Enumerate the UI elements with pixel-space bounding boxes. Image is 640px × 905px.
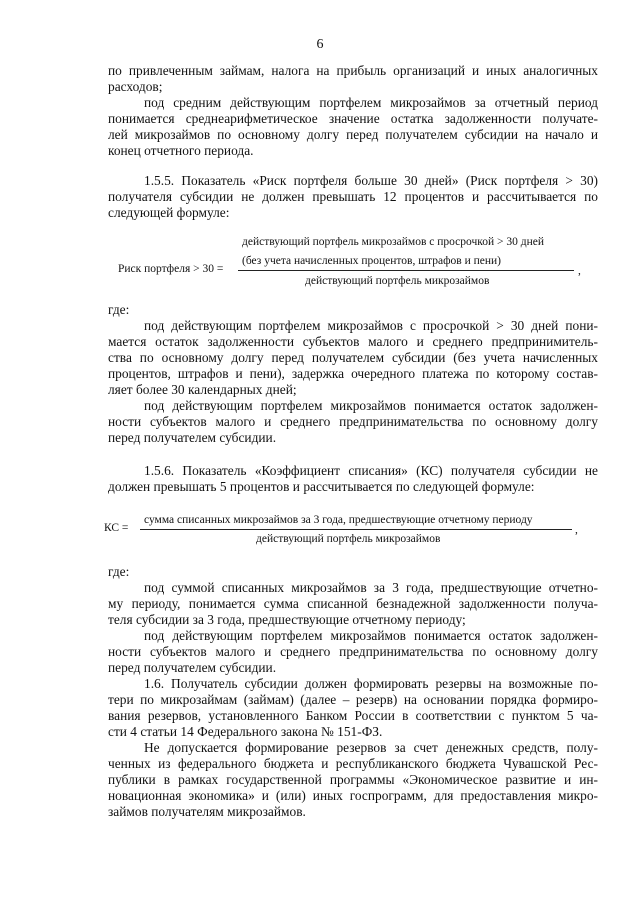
- text-line: понимается среднеарифметическое значение остатка задолженности получате-: [108, 111, 598, 126]
- text-line: процентов, штрафов и пени), задержка очередного платежа по которому состав-: [108, 366, 598, 381]
- text-line: ности субъектов малого и среднего предпринимательства по основному долгу: [108, 644, 598, 659]
- text-line: новационная экономика» и (или) иных госпрограмм, для предоставления микро-: [108, 788, 598, 803]
- text-line: под суммой списанных микрозаймов за 3 года, предшествующие отчетно-: [144, 580, 598, 595]
- formula-numerator-line1: действующий портфель микрозаймов с просрочкой > 30 дней: [242, 236, 545, 248]
- formula-lhs: Риск портфеля > 30 =: [118, 263, 224, 275]
- text-line: ства по основному долгу перед получателем субсидии (без учета начисленных: [108, 350, 598, 365]
- text-line: тери по микрозаймам (займам) (далее – резерв) на основании порядка формиро-: [108, 692, 598, 707]
- text-line: под действующим портфелем микрозаймов с просрочкой > 30 дней пони-: [144, 318, 598, 333]
- text-line: расходов;: [108, 79, 163, 94]
- text-line: 1.6. Получатель субсидии должен формировать резервы на возможные по-: [144, 676, 598, 691]
- text-line: перед получателем субсидии.: [108, 430, 277, 445]
- text-line: по привлеченным займам, налога на прибыль организаций и иных аналогичных: [108, 63, 598, 78]
- text-line: получателя субсидии не должен превышать 12 процентов и рассчитывается по: [108, 189, 598, 204]
- fraction-bar: [140, 529, 572, 530]
- text-line: конец отчетного периода.: [108, 143, 254, 158]
- text-line: под средним действующим портфелем микрозаймов за отчетный период: [144, 95, 598, 110]
- text-line: где:: [108, 564, 130, 579]
- text-line: ности субъектов малого и среднего предпринимательства по основному долгу: [108, 414, 598, 429]
- text-line: сти 4 статьи 14 Федерального закона № 151-ФЗ.: [108, 724, 383, 739]
- text-line: ченных из федерального бюджета и республиканского бюджета Чувашской Рес-: [108, 756, 598, 771]
- text-line: 1.5.6. Показатель «Коэффициент списания» (КС) получателя субсидии не: [144, 463, 598, 478]
- text-line: должен превышать 5 процентов и рассчитывается по следующей формуле:: [108, 479, 535, 494]
- text-line: где:: [108, 302, 130, 317]
- text-line: следующей формуле:: [108, 205, 230, 220]
- text-line: под действующим портфелем микрозаймов понимается остаток задолжен-: [144, 398, 598, 413]
- fraction-bar: [238, 270, 574, 271]
- text-line: перед получателем субсидии.: [108, 660, 277, 675]
- text-line: лей микрозаймов по основному долгу перед получателем субсидии на начало и: [108, 127, 598, 142]
- formula-numerator-line2: (без учета начисленных процентов, штрафов и пени): [242, 255, 501, 267]
- text-line: му периоду, понимается сумма списанной безнадежной задолженности получа-: [108, 596, 598, 611]
- text-line: мается остаток задолженности субъектов малого и среднего предпринимитель-: [108, 334, 598, 349]
- text-line: 1.5.5. Показатель «Риск портфеля больше 30 дней» (Риск портфеля > 30): [144, 173, 598, 188]
- formula-numerator: сумма списанных микрозаймов за 3 года, предшествующие отчетному периоду: [144, 514, 533, 526]
- text-line: вания резервов, установленного Банком России в соответствии с пунктом 5 ча-: [108, 708, 598, 723]
- page-number: 6: [316, 37, 324, 52]
- formula-denominator: действующий портфель микрозаймов: [305, 275, 490, 287]
- formula-comma: ,: [575, 524, 578, 536]
- text-line: Не допускается формирование резервов за счет денежных средств, полу-: [144, 740, 598, 755]
- formula-lhs: КС =: [104, 522, 129, 534]
- formula-denominator: действующий портфель микрозаймов: [256, 533, 441, 545]
- formula-comma: ,: [578, 265, 581, 277]
- text-line: ляет более 30 календарных дней;: [108, 382, 297, 397]
- text-line: займов получателям микрозаймов.: [108, 804, 306, 819]
- text-line: под действующим портфелем микрозаймов понимается остаток задолжен-: [144, 628, 598, 643]
- text-line: публики в рамках государственной программы «Экономическое развитие и ин-: [108, 772, 598, 787]
- text-line: теля субсидии за 3 года, предшествующие отчетному периоду;: [108, 612, 466, 627]
